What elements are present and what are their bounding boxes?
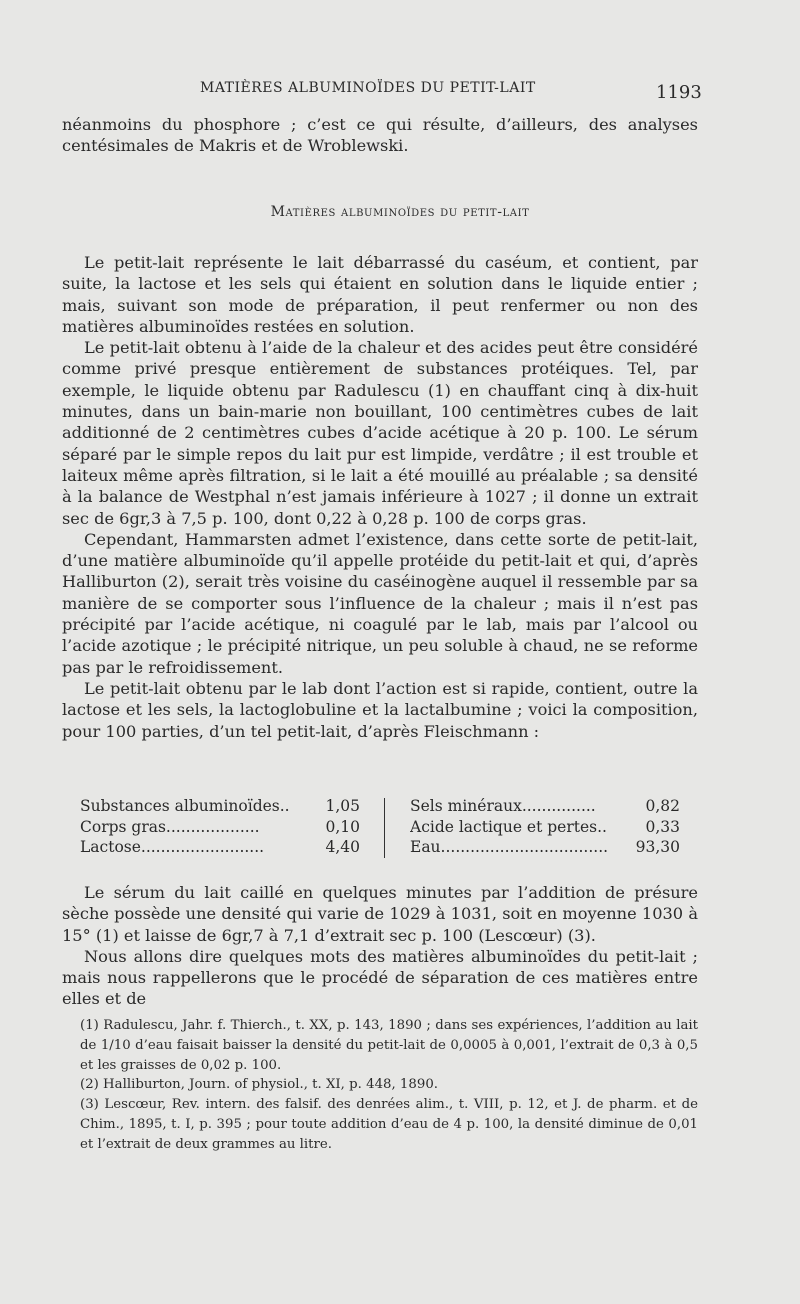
row-label: Corps gras................... xyxy=(80,817,260,836)
row-label: Substances albuminoïdes.. xyxy=(80,797,290,815)
row-label: Eau.................................. xyxy=(410,838,609,856)
composition-left-column xyxy=(80,796,360,858)
footnote-2: (2) Halliburton, Journ. of physiol., t. XI, p. 448, 1890. xyxy=(80,1077,439,1093)
page-number: 1193 xyxy=(656,82,702,103)
table-row xyxy=(410,837,680,858)
table-row xyxy=(80,817,360,838)
paragraph-2: Le petit-lait obtenu à l’aide de la chaleur et des acides peut être considéré comme privé presque entièrement de substances protéiques. Tel, par exemple, le liquide obtenu par Radulescu (1) en chauffant cinq à dix-huit minutes, dans un bain-marie non bouillant, 100 centimètres cubes de lait additionné de 2 centimètres cubes d’acide acétique à 20 p. 100. Le sérum séparé par le simple repos du lait pur est limpide, verdâtre ; il est trouble et laiteux même après filtration, si le lait a été mouillé au préalable ; sa densité à la balance de Westphal n’est jamais inférieure à 1027 ; il donne un extrait sec de 6gr,3 à 7,5 p. 100, dont 0,22 à 0,28 p. 100 de corps gras. xyxy=(62,338,698,528)
paragraph-6: Nous allons dire quelques mots des matières albuminoïdes du petit-lait ; mais nous rappellerons que le procédé de séparation de ces matières entre elles et de xyxy=(62,946,698,1009)
footnote-1: (1) Radulescu, Jahr. f. Thierch., t. XX, p. 143, 1890 ; dans ses expériences, l’addition au lait de 1/10 d’eau faisait baisser la densité du petit-lait de 0,0005 à 0,001, l’extrait de 0,3 à 0,5 et les graisses de 0,02 p. 100. xyxy=(80,1018,698,1073)
row-value: 1,05 xyxy=(325,797,360,815)
intro-paragraph: néanmoins du phosphore ; c’est ce qui résulte, d’ailleurs, des analyses centésimales de Makris et de Wroblewski. xyxy=(62,115,698,156)
page-header xyxy=(0,80,800,104)
table-row xyxy=(80,837,360,858)
paragraph-5: Le sérum du lait caillé en quelques minutes par l’addition de présure sèche possède une densité qui varie de 1029 à 1031, soit en moyenne 1030 à 15° (1) et laisse de 6gr,7 à 7,1 d’extrait sec p. 100 (Lescœur) (3). xyxy=(62,883,698,945)
table-row xyxy=(410,796,680,817)
row-label: Lactose......................... xyxy=(80,838,265,856)
footnotes xyxy=(80,1016,698,1155)
row-value: 93,30 xyxy=(635,838,680,856)
section-body xyxy=(62,252,698,742)
after-table-text xyxy=(62,882,698,1010)
table-row xyxy=(80,796,360,817)
paragraph-4: Le petit-lait obtenu par le lab dont l’action est si rapide, contient, outre la lactose et les sels, la lactoglobuline et la lactalbumine ; voici la composition, pour 100 parties, d’un tel petit-lait, d’après Fleischmann : xyxy=(62,678,698,741)
row-label: Acide lactique et pertes.. xyxy=(410,817,607,836)
table-row xyxy=(410,817,680,838)
row-value: 0,82 xyxy=(645,797,680,815)
paragraph-1: Le petit-lait représente le lait débarrassé du caséum, et contient, par suite, la lactose et les sels qui étaient en solution dans le liquide entier ; mais, suivant son mode de préparation, il peut renfermer ou non des matières albuminoïdes restées en solution. xyxy=(62,253,698,336)
row-value: 0,10 xyxy=(325,817,360,836)
row-value: 0,33 xyxy=(645,817,680,836)
composition-table xyxy=(80,796,680,858)
composition-right-column xyxy=(410,796,680,858)
footnote-3: (3) Lescœur, Rev. intern. des falsif. des denrées alim., t. VIII, p. 12, et J. de pharm. et de Chim., 1895, t. I, p. 395 ; pour toute addition d’eau de 4 p. 100, la densité diminue de 0,01 et l’extrait de deux grammes au litre. xyxy=(80,1097,698,1152)
running-title: MATIÈRES ALBUMINOÏDES DU PETIT-LAIT xyxy=(200,80,536,96)
intro-text xyxy=(62,114,698,157)
paragraph-3: Cependant, Hammarsten admet l’existence, dans cette sorte de petit-lait, d’une matière albuminoïde qu’il appelle protéide du petit-lait et qui, d’après Halliburton (2), serait très voisine du caséinogène auquel il ressemble par sa manière de se comporter sous l’influence de la chaleur ; mais il n’est pas précipité par l’acide acétique, ni coagulé par le lab, mais par l’alcool ou l’acide azotique ; le précipité nitrique, un peu soluble à chaud, ne se reforme pas par le refroidissement. xyxy=(62,529,698,677)
section-title: Matières albuminoïdes du petit-lait xyxy=(270,204,530,220)
row-value: 4,40 xyxy=(325,838,360,856)
table-divider xyxy=(384,798,385,858)
row-label: Sels minéraux............... xyxy=(410,797,596,815)
